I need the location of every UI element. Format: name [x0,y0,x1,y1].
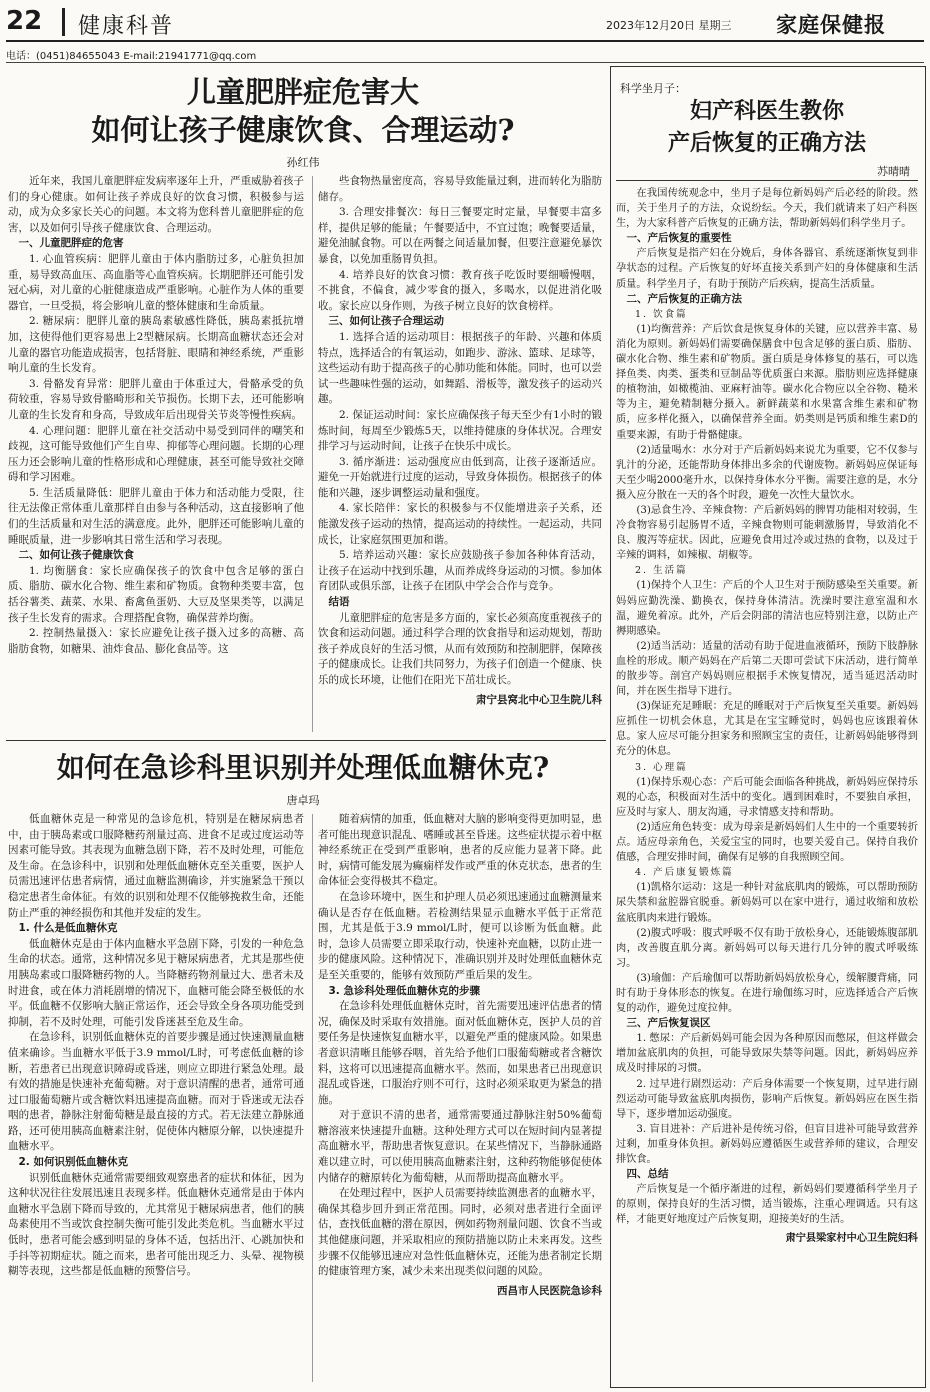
paragraph: 5. 培养运动兴趣：家长应鼓励孩子参加各种体育活动，让孩子在运动中找到乐趣，从而养成终身运动的习惯。参加体育团队或俱乐部，让孩子在团队中学会合作与竞争。 [318,549,602,593]
paragraph: (3)瑜伽：产后瑜伽可以帮助新妈妈放松身心，缓解腰背痛，同时有助于身体形态的恢复。在进行瑜伽练习时，应选择适合产后恢复的动作，避免过度拉伸。 [616,972,918,1015]
article2-column-1 [8,812,304,1386]
header-rule [6,62,924,63]
section-heading: 二、产后恢复的正确方法 [626,292,742,305]
article1-title-line1: 儿童肥胖症危害大 [186,75,419,109]
section-heading: 1. 什么是低血糖休克 [18,922,118,935]
paragraph: 低血糖休克是由于体内血糖水平急剧下降，引发的一种危急生命的状态。通常，这种情况多见于糖尿病患者，尤其是那些使用胰岛素或口服降糖药物的人。当降糖药物剂量过大、患者未及时进食，或在体力消耗剧增的情况下，血糖可能会降至极低的水平。低血糖不仅影响大脑正常运作，还会导致全身各项功能受到抑制，若不及时处理，可能引发昏迷甚至危及生命。 [8,937,304,1028]
paragraph: 1. 憋尿：产后新妈妈可能会因为各种原因而憋尿，但这样做会增加盆底肌肉的负担，可能导致尿失禁等问题。因此，新妈妈应养成及时排尿的习惯。 [616,1033,918,1075]
paragraph: (2)适量喝水：水分对于产后新妈妈来说尤为重要，它不仅参与乳汁的分泌，还能帮助身体排出多余的代谢废物。新妈妈应保证每天至少喝2000毫升水，以保持身体水分平衡。需要注意的是，水分摄入应分散在一天的各个时段，避免一次性大量饮水。 [616,444,918,501]
paragraph: 2. 控制热量摄入：家长应避免让孩子摄入过多的高糖、高脂肪食物，如糖果、油炸食品、膨化食品等。这 [8,627,304,655]
section-heading: 2. 如何识别低血糖休克 [18,1156,128,1169]
article2-title: 如何在急诊科里识别并处理低血糖休克? [56,751,550,784]
paragraph: (3)保证充足睡眠：充足的睡眠对于产后恢复至关重要。新妈妈应抓住一切机会休息，尤其是在宝宝睡觉时，妈妈也应该跟着休息。家人应尽可能分担家务和照顾宝宝的责任，让新妈妈能够得到充分的休息。 [616,701,918,758]
paragraph: 3. 骨骼发育异常：肥胖儿童由于体重过大，骨骼承受的负荷较重，容易导致骨骼畸形和关节损伤。长期下去，还可能影响儿童的生长发育和身高，导致成年后出现骨关节炎等慢性疾病。 [8,377,304,421]
section-heading: 一、儿童肥胖症的危害 [18,237,124,250]
article3-column-label: 科学坐月子： [620,82,686,95]
newspaper-name: 家庭保健报 [776,12,886,37]
section-heading: 三、产后恢复误区 [626,1017,711,1030]
paragraph: 在急诊环境中，医生和护理人员必须迅速通过血糖测量来确认是否存在低血糖。若检测结果显示血糖水平低于正常范围，尤其是低于3.9 mmol/L时，便可以诊断为低血糖。此时，急诊人员需要立即采取行动，快速补充血糖，以防止进一步的健康风险。这种情况下，准确识别并及时处理低血糖休克是至关重要的，能够有效预防严重后果的发生。 [318,890,602,981]
article3-title-rule [616,180,918,181]
subsection-heading: 2. 生活篇 [635,565,688,577]
paragraph: 产后恢复是指产妇在分娩后，身体各器官、系统逐渐恢复到非孕状态的过程。产后恢复的好坏直接关系到产妇的身体健康和生活质量。科学坐月子，有助于预防产后疾病，提高生活质量。 [616,248,918,290]
article3-body [616,186,918,1380]
paragraph: 些食物热量密度高，容易导致能量过剩，进而转化为脂肪储存。 [318,175,602,203]
article1-title-line2: 如何让孩子健康饮食、合理运动? [91,113,515,147]
paragraph: (3)忌食生冷、辛辣食物：产后新妈妈的脾胃功能相对较弱，生冷食物容易引起肠胃不适，辛辣食物则可能刺激肠胃，导致消化不良、腹泻等症状。因此，应避免食用过冷或过热的食物，以及过于辛辣的调料，如辣椒、胡椒等。 [616,504,918,562]
paragraph: 4. 心理问题：肥胖儿童在社交活动中易受到同伴的嘲笑和歧视，这可能导致他们产生自卑、抑郁等心理问题。长期的心理压力还会影响儿童的性格形成和心理健康，甚至可能导致社交障碍和学习困难。 [8,424,304,484]
paragraph: 3. 合理安排餐次：每日三餐要定时定量，早餐要丰富多样，提供足够的能量；午餐要适中，不宜过饱；晚餐要适量，避免油腻食物。可以在两餐之间适量加餐，但要注意避免暴饮暴食，以免加重肠胃负担。 [318,206,602,265]
section-heading: 3. 急诊科处理低血糖休克的步骤 [328,984,480,997]
paragraph: 产后恢复是一个循序渐进的过程，新妈妈们要遵循科学坐月子的原则，保持良好的生活习惯，适当锻炼，注重心理调适。只有这样，才能更好地度过产后恢复期，迎接美好的生活。 [616,1184,918,1226]
paragraph: 在处理过程中，医护人员需要持续监测患者的血糖水平，确保其稳步回升到正常范围。同时，必须对患者进行全面评估，查找低血糖的潜在原因，例如药物剂量问题、饮食不当或其他健康问题，并采取相应的预防措施以防止未来再发。这些步骤不仅能够迅速应对急性低血糖休克，还能为患者制定长期的健康管理方案，减少未来出现类似问题的风险。 [318,1187,602,1278]
article-source: 肃宁县窝北中心卫生院儿科 [476,693,602,706]
section-heading: 二、如何让孩子健康饮食 [18,549,134,562]
article-divider [6,740,606,741]
paragraph: (1)保持乐观心态：产后可能会面临各种挑战，新妈妈应保持乐观的心态，积极面对生活中的变化。遇到困难时，不要独自承担，应及时与家人、朋友沟通，寻求情感支持和帮助。 [616,776,918,818]
paragraph: 4. 培养良好的饮食习惯：教育孩子吃饭时要细嚼慢咽，不挑食，不偏食，减少零食的摄入，多喝水，以促进消化吸收。家长应以身作则，为孩子树立良好的饮食榜样。 [318,268,602,312]
subsection-heading: 4. 产后康复锻炼篇 [635,867,734,879]
paragraph: 2. 保证运动时间：家长应确保孩子每天至少有1小时的锻炼时间，每周至少锻炼5天，以维持健康的身体状况。合理安排学习与运动时间，让孩子在快乐中成长。 [318,408,602,453]
paragraph: 在我国传统观念中，坐月子是每位新妈妈产后必经的阶段。然而，关于坐月子的方法，众说纷纭。今天，我们就请来了妇产科医生，为大家科普产后恢复的正确方法，帮助新妈妈们科学坐月子。 [616,188,918,230]
paragraph: 2. 糖尿病：肥胖儿童的胰岛素敏感性降低，胰岛素抵抗增加，这使得他们更容易患上2型糖尿病。长期高血糖状态还会对儿童的器官功能造成损害，包括肾脏、眼睛和神经系统，严重影响儿童的生长发育。 [8,315,304,375]
paragraph: 1. 心血管疾病：肥胖儿童由于体内脂肪过多，心脏负担加重，易导致高血压、高血脂等心血管疾病。长期肥胖还可能引发冠心病，对儿童的心脏健康造成严重影响。心脏作为人体的重要器官，一旦受损，将会影响儿童的整体健康和生命质量。 [8,252,304,312]
paragraph: 低血糖休克是一种常见的急诊危机，特别是在糖尿病患者中，由于胰岛素或口服降糖药剂量过高、进食不足或过度运动等因素可能导致。其表现为血糖急剧下降，若不及时处理，可能危及生命。在急诊科中，识别和处理低血糖休克至关重要，医护人员需迅速评估患者病情，通过血糖监测确诊，并实施紧急干预以稳定患者生命体征。有效的识别和处理不仅能够挽救生命，还能防止严重的神经损伤和其他并发症的发生。 [8,813,304,919]
section-heading: 四、总结 [626,1168,669,1181]
paragraph: 4. 家长陪伴：家长的积极参与不仅能增进亲子关系，还能激发孩子运动的热情，提高运动的持续性。一起运动，共同成长，让家庭氛围更加和谐。 [318,502,602,546]
article3-title-line1: 妇产科医生教你 [689,98,844,124]
article2-column-2 [318,812,602,1386]
issue-date: 2023年12月20日 星期三 [606,19,732,32]
paragraph: 3. 循序渐进：运动强度应由低到高，让孩子逐渐适应。避免一开始就进行过度的运动，导致身体损伤。根据孩子的体能和兴趣，逐步调整运动量和强度。 [318,455,602,499]
masthead-rule [6,40,924,42]
paragraph: (2)适应角色转变：成为母亲是新妈妈们人生中的一个重要转折点。适应母亲角色，关爱宝宝的同时，也要关爱自己。保持自我价值感，合理安排时间，确保有足够的自我照顾空间。 [616,821,918,864]
article-source: 肃宁县梁家村中心卫生院妇科 [785,1233,918,1245]
article-source: 西昌市人民医院急诊科 [497,1284,602,1297]
section-heading: 结语 [328,596,350,609]
article3-title-line2: 产后恢复的正确方法 [667,130,866,156]
paragraph: 5. 生活质量降低：肥胖儿童由于体力和活动能力受限，往往无法像正常体重儿童那样自由参与各种活动，这直接影响了他们的生活质量和对生活的满意度。此外，肥胖还可能影响儿童的睡眠质量，进一步影响其日常生活和学习表现。 [8,486,304,546]
section-title: 健康科普 [78,14,175,39]
paragraph: 1. 选择合适的运动项目：根据孩子的年龄、兴趣和体质特点，选择适合的有氧运动，如跑步、游泳、篮球、足球等，这些运动有助于提高孩子的心肺功能和体能。同时，也可以尝试一些趣味性强的运动，如舞蹈、滑板等，激发孩子的运动兴趣。 [318,330,602,406]
paragraph: 3. 盲目进补：产后进补是传统习俗，但盲目进补可能导致营养过剩，加重身体负担。新妈妈应遵循医生或营养师的建议，合理安排饮食。 [616,1123,918,1165]
article1-column-2 [318,174,602,736]
article1-column-1 [8,174,304,736]
subsection-heading: 3. 心理篇 [635,761,688,773]
section-heading: 一、产后恢复的重要性 [626,232,732,245]
paragraph: (1)凯格尔运动：这是一种针对盆底肌肉的锻炼，可以帮助预防尿失禁和盆腔器官脱垂。新妈妈可以在家中进行，通过收缩和放松盆底肌肉来进行锻炼。 [616,882,918,924]
paragraph: 在急诊科处理低血糖休克时，首先需要迅速评估患者的情况，确保及时采取有效措施。面对低血糖休克，医护人员的首要任务是快速恢复血糖水平，以避免严重的健康风险。如果患者意识清晰且能够吞咽，首先给予他们口服葡萄糖或者含糖饮料，这将可以迅速提高血糖水平。然而，如果患者已出现意识混乱或昏迷，口服治疗则不可行，这时必须采取更为紧急的措施。 [318,1000,602,1106]
paragraph: 随着病情的加重，低血糖对大脑的影响变得更加明显，患者可能出现意识混乱、嗜睡或甚至昏迷。这些症状提示着中枢神经系统正在受到严重影响，患者的反应能力显著下降。此时，病情可能发展为癫痫样发作或严重的休克状态，患者的生命体征会变得极其不稳定。 [318,813,602,888]
paragraph: 1. 均衡膳食：家长应确保孩子的饮食中包含足够的蛋白质、脂肪、碳水化合物、维生素和矿物质。食物种类要丰富，包括谷薯类、蔬菜、水果、畜禽鱼蛋奶、大豆及坚果类等，以满足孩子生长发育的需求。合理搭配食物，确保营养均衡。 [8,564,304,624]
paragraph: 2. 过早进行剧烈运动：产后身体需要一个恢复期，过早进行剧烈运动可能导致盆底肌肉损伤，影响产后恢复。新妈妈应在医生指导下，逐步增加运动强度。 [616,1078,918,1120]
column-divider [312,814,313,1382]
paragraph: (2)适当活动：适量的活动有助于促进血液循环，预防下肢静脉血栓的形成。顺产妈妈在产后第二天即可尝试下床活动，进行简单的散步等。剖宫产妈妈则应根据手术恢复情况，适当延迟活动时间，并在医生指导下进行。 [616,640,918,698]
article3-author: 苏晴晴 [877,165,910,178]
masthead-divider [62,8,65,36]
paragraph: (2)腹式呼吸：腹式呼吸不仅有助于放松身心，还能锻炼腹部肌肉，改善腹直肌分离。新妈妈可以每天进行几分钟的腹式呼吸练习。 [616,927,918,969]
page-number: 22 [6,6,43,36]
paragraph: 儿童肥胖症的危害是多方面的，家长必须高度重视孩子的饮食和运动问题。通过科学合理的饮食指导和运动规划，帮助孩子养成良好的生活习惯，从而有效预防和控制肥胖，保障孩子的健康成长。让我们共同努力，为孩子们创造一个健康、快乐的成长环境，让他们在阳光下茁壮成长。 [318,611,602,686]
paragraph: 近年来，我国儿童肥胖症发病率逐年上升，严重威胁着孩子们的身心健康。如何让孩子养成良好的饮食习惯，积极参与运动，成为众多家长关心的问题。本文将为您科普儿童肥胖症的危害，以及如何引导孩子健康饮食、合理运动。 [8,175,304,234]
paragraph: 在急诊科，识别低血糖休克的首要步骤是通过快速测量血糖值来确诊。当血糖水平低于3.9 mmol/L时，可考虑低血糖的诊断，若患者已出现意识障碍或昏迷，则应立即进行紧急处理。最有效的措施是快速补充葡萄糖。对于意识清醒的患者，通常可通过口服葡萄糖片或含糖饮料迅速提高血糖。而对于昏迷或无法吞咽的患者，静脉注射葡萄糖是最直接的方式。若无法建立静脉通路，还可使用胰高血糖素注射，促使体内糖原分解，以快速提升血糖水平。 [8,1031,304,1153]
subsection-heading: 1. 饮食篇 [635,308,688,320]
paragraph: (1)均衡营养：产后饮食是恢复身体的关键，应以营养丰富、易消化为原则。新妈妈们需要确保膳食中包含足够的蛋白质、脂肪、碳水化合物、维生素和矿物质。蛋白质是身体修复的基石，可以选择鱼类、肉类、蛋类和豆制品等优质蛋白来源。脂肪则应选择健康的植物油，如橄榄油、亚麻籽油等。碳水化合物应以全谷物、糙米等为主，避免精制糖分摄入。新鲜蔬菜和水果富含维生素和矿物质，应多样化摄入，以确保营养全面。奶类则是钙质和维生素D的重要来源，有助于骨骼健康。 [616,323,918,441]
section-heading: 三、如何让孩子合理运动 [328,315,444,328]
paragraph: 识别低血糖休克通常需要细致观察患者的症状和体征，因为这种状况往往发展迅速且表现多样。低血糖休克通常是由于体内血糖水平急剧下降而导致的，尤其常见于糖尿病患者，他们的胰岛素使用不当或饮食控制失衡可能引发此类危机。当血糖水平过低时，患者可能会感到明显的身体不适，包括出汗、心跳加快和手抖等初期症状。随之而来，患者可能出现乏力、头晕、视物模糊等表现，这些都是低血糖的预警信号。 [8,1171,304,1278]
article1-author: 孙红伟 [286,156,320,169]
paragraph: (1)保持个人卫生：产后的个人卫生对于预防感染至关重要。新妈妈应勤洗澡、勤换衣，保持身体清洁。洗澡时要注意室温和水温，避免着凉。此外，产后会阴部的清洁也应特别注意，以防止产褥期感染。 [616,580,918,637]
column-divider [312,176,313,732]
paragraph: 对于意识不清的患者，通常需要通过静脉注射50%葡萄糖溶液来快速提升血糖。这种处理方式可以在短时间内显著提高血糖水平，帮助患者恢复意识。在某些情况下，当静脉通路难以建立时，可以使用胰高血糖素注射，这种药物能够促使体内储存的糖原转化为葡萄糖，从而帮助提高血糖水平。 [318,1109,602,1184]
contact-info: 电话：(0451)84655043 E-mail:21941771@qq.com [6,51,257,62]
article2-author: 唐卓玛 [286,794,320,807]
